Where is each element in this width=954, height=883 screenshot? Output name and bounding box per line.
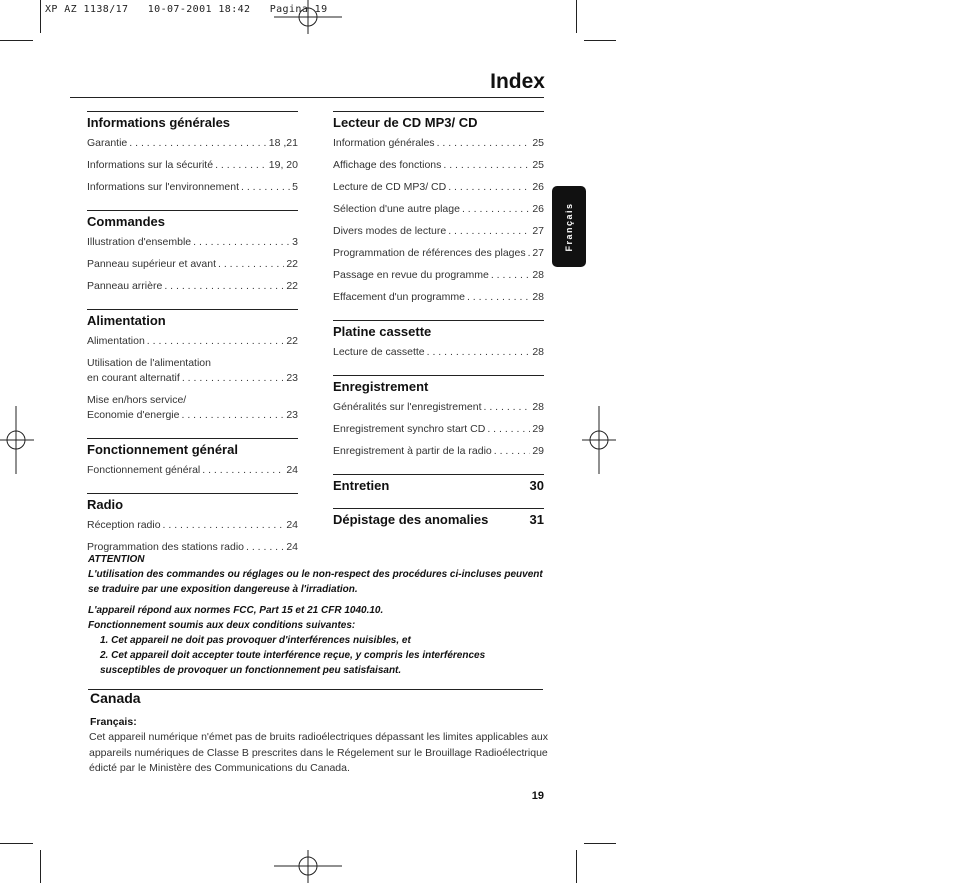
entry-label: Généralités sur l'enregistrement bbox=[333, 401, 482, 413]
index-entry bbox=[333, 422, 544, 437]
dot-leader bbox=[181, 408, 284, 423]
section-spacer bbox=[333, 538, 544, 542]
entry-page: 23 bbox=[286, 372, 298, 384]
entry-page: 24 bbox=[286, 541, 298, 553]
entry-label: Garantie bbox=[87, 137, 128, 149]
crop-mark bbox=[576, 850, 577, 883]
crop-mark bbox=[0, 40, 33, 41]
entry-label: Affichage des fonctions bbox=[333, 159, 442, 171]
section-title: Entretien bbox=[333, 478, 390, 493]
entry-page: 28 bbox=[532, 401, 544, 413]
section-spacer bbox=[87, 485, 298, 493]
entry-page: 24 bbox=[286, 519, 298, 531]
entry-page: 28 bbox=[532, 291, 544, 303]
entry-label: Enregistrement synchro start CD bbox=[333, 423, 486, 435]
page-number: 19 bbox=[531, 790, 544, 802]
index-entry-major bbox=[333, 475, 544, 504]
entry-page: 28 bbox=[532, 269, 544, 281]
registration-mark-icon bbox=[274, 850, 342, 883]
section-title: Radio bbox=[87, 497, 124, 512]
entry-page: 24 bbox=[286, 464, 298, 476]
dot-leader bbox=[494, 444, 531, 459]
entry-label: Illustration d'ensemble bbox=[87, 236, 192, 248]
dot-leader bbox=[129, 136, 267, 151]
entry-label-line1: Mise en/hors service/ bbox=[87, 394, 187, 406]
page-title: Index bbox=[490, 70, 545, 93]
language-tab-label: Français bbox=[564, 201, 574, 252]
dot-leader bbox=[164, 279, 284, 294]
entry-label-line1: Utilisation de l'alimentation bbox=[87, 357, 211, 369]
index-entry bbox=[333, 345, 544, 360]
dot-leader bbox=[528, 246, 531, 261]
index-entry bbox=[87, 158, 298, 173]
index-entry bbox=[87, 393, 298, 423]
entry-page: 27 bbox=[532, 247, 544, 259]
index-entry bbox=[87, 463, 298, 478]
title-divider bbox=[70, 97, 544, 98]
entry-page: 22 bbox=[286, 335, 298, 347]
entry-label: en courant alternatif bbox=[87, 372, 180, 384]
index-entry bbox=[333, 400, 544, 415]
section-title: Commandes bbox=[87, 214, 166, 229]
fcc-condition-2: 2. Cet appareil doit accepter toute interférence reçue, y compris les interférences susceptibles de provoquer un fonctionnement peu satisfaisant. bbox=[100, 650, 486, 676]
canada-heading: Canada bbox=[90, 690, 141, 706]
dot-leader bbox=[448, 180, 530, 195]
index-right-column bbox=[334, 111, 544, 542]
index-entry bbox=[333, 224, 544, 239]
canada-language-label: Français: bbox=[90, 716, 137, 728]
dot-leader bbox=[462, 202, 530, 217]
attention-heading: ATTENTION bbox=[88, 554, 145, 565]
index-entry bbox=[87, 356, 298, 386]
section-spacer bbox=[87, 301, 298, 309]
index-entry bbox=[333, 268, 544, 283]
attention-warning: L'utilisation des commandes ou réglages ou le non-respect des procédures ci-incluses peuvent se traduire par une exposition dangereuse à l'irradiation. bbox=[88, 569, 543, 595]
entry-page: 27 bbox=[532, 225, 544, 237]
index-entry bbox=[333, 158, 544, 173]
index-entry bbox=[87, 257, 298, 272]
index-section bbox=[333, 474, 544, 508]
entry-label: Informations sur l'environnement bbox=[87, 181, 239, 193]
index-entry bbox=[333, 136, 544, 151]
dot-leader bbox=[218, 257, 284, 272]
entry-page: 5 bbox=[292, 181, 298, 193]
dot-leader bbox=[448, 224, 530, 239]
registration-mark-icon bbox=[0, 406, 34, 474]
dot-leader bbox=[467, 290, 530, 305]
print-slug: XP AZ 1138/17 10-07-2001 18:42 Pagina 19 bbox=[45, 4, 328, 15]
entry-page: 18 ,21 bbox=[268, 137, 298, 149]
canada-divider bbox=[88, 689, 543, 690]
entry-page: 30 bbox=[529, 478, 544, 493]
entry-label: Passage en revue du programme bbox=[333, 269, 489, 281]
entry-label: Enregistrement à partir de la radio bbox=[333, 445, 492, 457]
entry-label: Effacement d'un programme bbox=[333, 291, 465, 303]
dot-leader bbox=[147, 334, 285, 349]
index-entry bbox=[333, 290, 544, 305]
section-title: Alimentation bbox=[87, 313, 166, 328]
entry-line bbox=[87, 371, 298, 386]
section-spacer bbox=[87, 202, 298, 210]
crop-mark bbox=[584, 40, 616, 41]
index-section bbox=[87, 309, 298, 438]
entry-page: 25 bbox=[532, 159, 544, 171]
language-tab bbox=[552, 186, 586, 267]
index-entry bbox=[333, 444, 544, 459]
dot-leader bbox=[491, 268, 530, 283]
index-entry bbox=[87, 518, 298, 533]
entry-label: Lecture de CD MP3/ CD bbox=[333, 181, 447, 193]
entry-label: Panneau arrière bbox=[87, 280, 163, 292]
entry-page: 22 bbox=[286, 280, 298, 292]
index-section bbox=[333, 111, 544, 320]
dot-leader bbox=[487, 422, 530, 437]
index-entry bbox=[87, 279, 298, 294]
dot-leader bbox=[437, 136, 531, 151]
section-spacer bbox=[333, 367, 544, 375]
index-section bbox=[87, 210, 298, 309]
dot-leader bbox=[193, 235, 290, 250]
section-spacer bbox=[333, 312, 544, 320]
section-spacer bbox=[87, 430, 298, 438]
section-spacer bbox=[333, 466, 544, 474]
entry-page: 26 bbox=[532, 181, 544, 193]
canada-notice: Cet appareil numérique n'émet pas de bruits radioélectriques dépassant les limites applicables aux appareils numériques de Classe B prescrites dans le Régelement sur le Brouillage Radioélectrique édicté par le Ministère des Communications du Canada. bbox=[89, 731, 549, 774]
entry-page: 31 bbox=[529, 512, 544, 527]
dot-leader bbox=[241, 180, 290, 195]
index-section bbox=[333, 508, 544, 542]
index-section bbox=[333, 375, 544, 474]
entry-label: Fonctionnement général bbox=[87, 464, 201, 476]
registration-mark-icon bbox=[582, 406, 616, 474]
crop-mark bbox=[40, 850, 41, 883]
index-section bbox=[333, 320, 544, 375]
fcc-conditions-intro: Fonctionnement soumis aux deux conditions suivantes: bbox=[88, 620, 356, 631]
entry-label: Alimentation bbox=[87, 335, 145, 347]
index-entry bbox=[87, 136, 298, 151]
crop-mark bbox=[584, 843, 616, 844]
entry-line bbox=[87, 408, 298, 423]
index-entry bbox=[87, 334, 298, 349]
entry-page: 29 bbox=[532, 445, 544, 457]
entry-page: 28 bbox=[532, 346, 544, 358]
dot-leader bbox=[443, 158, 530, 173]
index-entry-major bbox=[333, 509, 544, 538]
section-title: Enregistrement bbox=[333, 379, 429, 394]
entry-page: 19, 20 bbox=[268, 159, 298, 171]
crop-mark bbox=[576, 0, 577, 33]
entry-page: 23 bbox=[286, 409, 298, 421]
attention-notice bbox=[88, 552, 548, 678]
index-section bbox=[87, 111, 298, 210]
index-entry bbox=[87, 235, 298, 250]
entry-page: 29 bbox=[532, 423, 544, 435]
index-entry bbox=[333, 180, 544, 195]
entry-label: Sélection d'une autre plage bbox=[333, 203, 460, 215]
fcc-condition-1: 1. Cet appareil ne doit pas provoquer d'interférences nuisibles, et bbox=[100, 635, 411, 646]
dot-leader bbox=[484, 400, 531, 415]
dot-leader bbox=[427, 345, 531, 360]
dot-leader bbox=[215, 158, 267, 173]
dot-leader bbox=[163, 518, 285, 533]
section-title: Informations générales bbox=[87, 115, 231, 130]
entry-page: 22 bbox=[286, 258, 298, 270]
entry-page: 3 bbox=[292, 236, 298, 248]
index-left-column bbox=[88, 111, 298, 570]
crop-mark bbox=[40, 0, 41, 33]
section-title: Fonctionnement général bbox=[87, 442, 238, 457]
entry-page: 25 bbox=[532, 137, 544, 149]
fcc-compliance: L'appareil répond aux normes FCC, Part 15 et 21 CFR 1040.10. bbox=[88, 605, 384, 616]
entry-label: Divers modes de lecture bbox=[333, 225, 447, 237]
entry-page: 26 bbox=[532, 203, 544, 215]
entry-label: Programmation des stations radio bbox=[87, 541, 244, 553]
entry-label: Informations sur la sécurité bbox=[87, 159, 214, 171]
entry-label: Information générales bbox=[333, 137, 435, 149]
entry-label: Réception radio bbox=[87, 519, 161, 531]
section-title: Lecteur de CD MP3/ CD bbox=[333, 115, 478, 130]
dot-leader bbox=[182, 371, 285, 386]
entry-label: Panneau supérieur et avant bbox=[87, 258, 217, 270]
section-title: Dépistage des anomalies bbox=[333, 512, 489, 527]
dot-leader bbox=[202, 463, 284, 478]
index-entry bbox=[333, 246, 544, 261]
crop-mark bbox=[0, 843, 33, 844]
index-section bbox=[87, 438, 298, 493]
section-title: Platine cassette bbox=[333, 324, 432, 339]
index-entry bbox=[333, 202, 544, 217]
index-entry bbox=[87, 180, 298, 195]
entry-label: Economie d'energie bbox=[87, 409, 180, 421]
entry-label: Lecture de cassette bbox=[333, 346, 425, 358]
entry-label: Programmation de références des plages bbox=[333, 247, 526, 259]
